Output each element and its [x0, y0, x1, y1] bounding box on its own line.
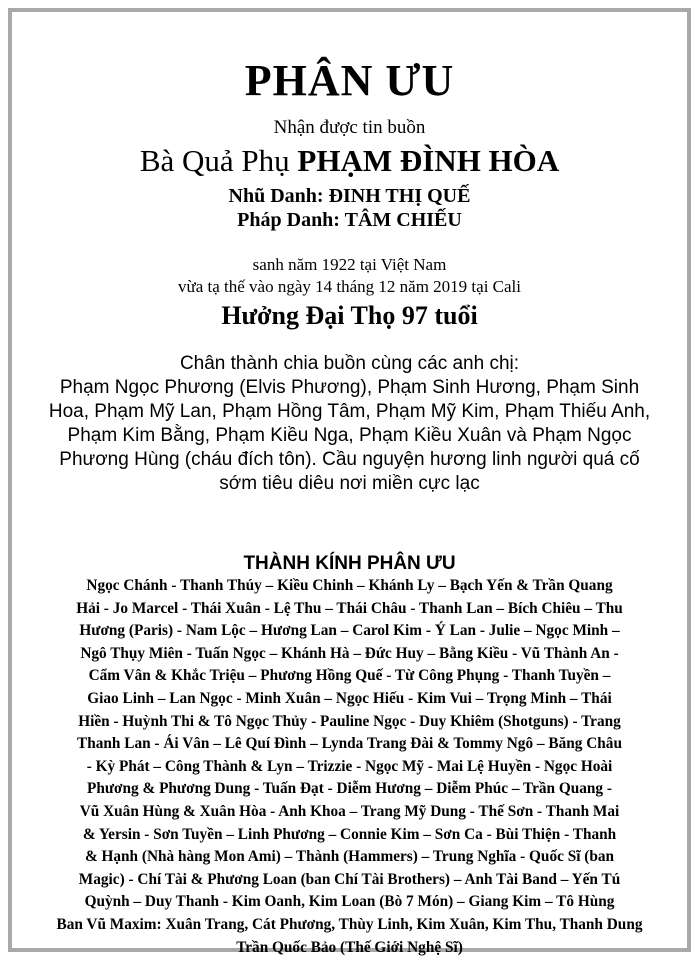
- names-line: Ngọc Chánh - Thanh Thúy – Kiều Chinh – Khánh Ly – Bạch Yến & Trần Quang: [86, 577, 613, 594]
- section-title: THÀNH KÍNH PHÂN ƯU: [243, 553, 456, 574]
- names-line: Thanh Lan - Ái Vân – Lê Quí Đình – Lynda Trang Đài & Tommy Ngô – Băng Châu: [77, 735, 622, 753]
- received-news-line: Nhận được tin buồn: [273, 117, 426, 138]
- condolence-line: sớm tiêu diêu nơi miền cực lạc: [219, 473, 480, 494]
- dharma-name: Pháp Danh: TÂM CHIẾU: [237, 209, 462, 231]
- names-line: Ngô Thụy Miên - Tuấn Ngọc – Khánh Hà – Đức Huy – Bằng Kiều - Vũ Thành An -: [80, 644, 619, 662]
- deceased-name-line: [36, 142, 663, 180]
- names-line: Magic) - Chí Tài & Phương Loan (ban Chí Tài Brothers) – Anh Tài Band – Yến Tú: [78, 870, 621, 888]
- deceased-name: PHẠM ĐÌNH HÒA: [297, 143, 560, 178]
- passing-line: vừa tạ thế vào ngày 14 tháng 12 năm 2019 tại Cali: [178, 277, 521, 296]
- condolence-line: Phương Hùng (cháu đích tôn). Cầu nguyện hương linh người quá cố: [59, 449, 640, 470]
- age-line: Hưởng Đại Thọ 97 tuổi: [221, 301, 478, 330]
- condolence-line: Chân thành chia buồn cùng các anh chị:: [179, 353, 520, 374]
- names-line: Giao Linh – Lan Ngọc - Minh Xuân – Ngọc Hiếu - Kim Vui – Trọng Minh – Thái: [87, 689, 612, 707]
- names-line: & Hạnh (Nhà hàng Mon Ami) – Thành (Hammers) – Trung Nghĩa - Quốc Sĩ (ban: [84, 848, 615, 866]
- names-line: Vũ Xuân Hùng & Xuân Hòa - Anh Khoa – Trang Mỹ Dung - Thế Sơn - Thanh Mai: [79, 802, 620, 820]
- maiden-name: Nhũ Danh: ĐINH THỊ QUẾ: [228, 185, 471, 207]
- condolence-line: Phạm Ngọc Phương (Elvis Phương), Phạm Sinh Hương, Phạm Sinh: [59, 377, 640, 398]
- notice-content: [36, 12, 663, 956]
- names-line: Ban Vũ Maxim: Xuân Trang, Cát Phương, Thùy Linh, Kim Xuân, Kim Thu, Thanh Dung: [56, 915, 643, 933]
- names-line: Trần Quốc Bảo (Thế Giới Nghệ Sĩ): [236, 938, 463, 956]
- names-line: Phương & Phương Dung - Tuấn Đạt - Diễm Hương – Diễm Phúc – Trần Quang -: [87, 780, 612, 798]
- names-line: Hương (Paris) - Nam Lộc – Hương Lan – Carol Kim - Ý Lan - Julie – Ngọc Minh –: [79, 622, 620, 640]
- notice-title: PHÂN ƯU: [244, 56, 455, 105]
- deceased-prefix: Bà Quả Phụ: [139, 143, 298, 178]
- names-line: & Yersin - Sơn Tuyền – Linh Phương – Connie Kim – Sơn Ca - Bùi Thiện - Thanh: [82, 825, 617, 843]
- names-line: Hiền - Huỳnh Thi & Tô Ngọc Thủy - Pauline Ngọc - Duy Khiêm (Shotguns) - Trang: [78, 712, 621, 730]
- names-line: Cẩm Vân & Khắc Triệu – Phương Hồng Quế - Từ Công Phụng - Thanh Tuyền –: [88, 667, 611, 685]
- condolence-paragraph: [36, 352, 663, 496]
- names-line: - Kỳ Phát – Công Thành & Lyn – Trizzie - Ngọc Mỹ - Mai Lệ Huyền - Ngọc Hoài: [86, 757, 613, 775]
- birth-line: sanh năm 1922 tại Việt Nam: [252, 255, 447, 274]
- names-line: Quỳnh – Duy Thanh - Kim Oanh, Kim Loan (Bò 7 Món) – Giang Kim – Tô Hùng: [84, 893, 615, 911]
- condolence-line: Phạm Kim Bằng, Phạm Kiều Nga, Phạm Kiều Xuân và Phạm Ngọc: [67, 425, 632, 446]
- names-line: Hải - Jo Marcel - Thái Xuân - Lệ Thu – Thái Châu - Thanh Lan – Bích Chiêu – Thu: [76, 599, 623, 617]
- notice-frame: [8, 8, 691, 956]
- mourner-names: [26, 575, 673, 959]
- condolence-line: Hoa, Phạm Mỹ Lan, Phạm Hồng Tâm, Phạm Mỹ Kim, Phạm Thiếu Anh,: [48, 401, 651, 422]
